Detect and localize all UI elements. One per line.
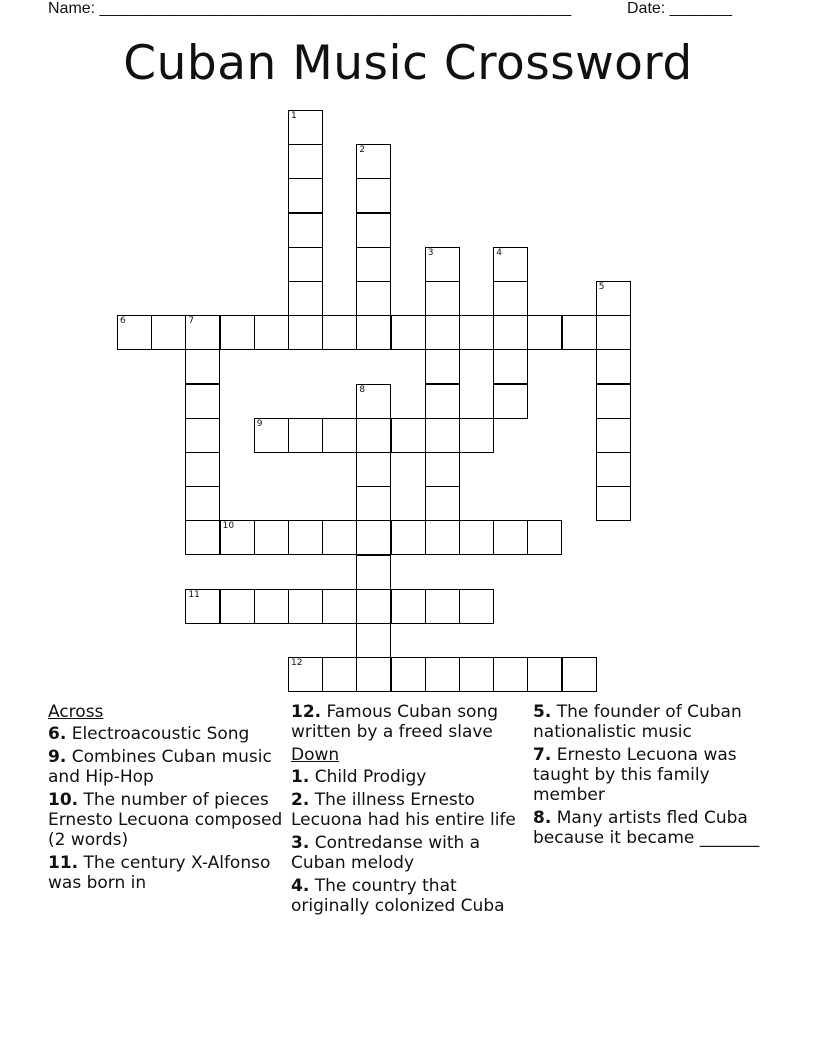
crossword-cell[interactable] [185, 315, 220, 350]
crossword-cell[interactable] [425, 520, 460, 555]
clue-down-4 [291, 876, 529, 916]
crossword-cell[interactable] [288, 520, 323, 555]
clue-number: 8. [533, 808, 552, 828]
clue-number-label: 3 [427, 247, 434, 258]
crossword-cell[interactable] [288, 657, 323, 692]
crossword-cell[interactable] [459, 315, 494, 350]
clue-number-label: 2 [359, 145, 366, 156]
crossword-cell[interactable] [288, 110, 323, 145]
crossword-cell[interactable] [254, 418, 289, 453]
crossword-cell[interactable] [356, 213, 391, 248]
clue-across-9 [48, 747, 286, 787]
crossword-cell[interactable] [425, 384, 460, 419]
clue-down-5 [533, 702, 771, 742]
crossword-cell[interactable] [596, 418, 631, 453]
clue-number-label: 8 [359, 384, 366, 395]
crossword-cell[interactable] [356, 144, 391, 179]
crossword-cell[interactable] [562, 315, 597, 350]
crossword-cell[interactable] [459, 520, 494, 555]
crossword-cell[interactable] [391, 589, 426, 624]
clue-across-10 [48, 790, 286, 850]
clue-number-label: 10 [222, 521, 235, 532]
clue-down-8 [533, 808, 771, 848]
crossword-cell[interactable] [322, 520, 357, 555]
crossword-cell[interactable] [425, 281, 460, 316]
clue-number: 12. [291, 702, 322, 722]
crossword-cell[interactable] [356, 657, 391, 692]
crossword-cell[interactable] [562, 657, 597, 692]
crossword-cell[interactable] [425, 349, 460, 384]
clue-text: Contredanse with a Cuban melody [291, 833, 481, 873]
clue-text: Ernesto Lecuona was taught by this family member [533, 745, 737, 805]
crossword-cell[interactable] [356, 315, 391, 350]
crossword-cell[interactable] [356, 281, 391, 316]
clue-text: Electroacoustic Song [71, 724, 250, 744]
clue-number: 2. [291, 790, 310, 810]
crossword-cell[interactable] [459, 418, 494, 453]
clue-number: 3. [291, 833, 310, 853]
crossword-cell[interactable] [322, 418, 357, 453]
crossword-cell[interactable] [596, 452, 631, 487]
crossword-cell[interactable] [254, 520, 289, 555]
crossword-cell[interactable] [459, 589, 494, 624]
clue-text: Many artists fled Cuba because it became _______ [533, 808, 760, 848]
crossword-cell[interactable] [493, 384, 528, 419]
clue-number-label: 5 [598, 282, 605, 292]
crossword-cell[interactable] [288, 281, 323, 316]
crossword-cell[interactable] [220, 589, 255, 624]
crossword-cell[interactable] [391, 418, 426, 453]
clue-number: 10. [48, 790, 79, 810]
crossword-cell[interactable] [288, 315, 323, 350]
crossword-cell[interactable] [288, 418, 323, 453]
clue-text: Combines Cuban music and Hip-Hop [48, 747, 272, 787]
across-heading: Across [48, 702, 104, 722]
crossword-cell[interactable] [322, 657, 357, 692]
clue-down-2 [291, 790, 529, 830]
page-title: Cuban Music Crossword [123, 36, 693, 91]
crossword-cell[interactable] [493, 657, 528, 692]
crossword-cell[interactable] [185, 349, 220, 384]
crossword-cell[interactable] [425, 589, 460, 624]
clue-number-label: 7 [188, 316, 195, 327]
clue-down-1 [291, 767, 529, 787]
clue-number-label: 1 [291, 111, 297, 121]
crossword-cell[interactable] [527, 315, 562, 350]
clue-number: 11. [48, 853, 79, 873]
clue-down-3 [291, 833, 529, 873]
crossword-cell[interactable] [151, 315, 186, 350]
clue-number: 1. [291, 767, 310, 787]
clue-text: The founder of Cuban nationalistic music [533, 702, 742, 742]
crossword-cell[interactable] [493, 281, 528, 316]
clue-down-7 [533, 745, 771, 805]
crossword-cell[interactable] [356, 623, 391, 658]
crossword-cell[interactable] [391, 520, 426, 555]
crossword-cell[interactable] [596, 281, 631, 316]
crossword-cell[interactable] [288, 178, 323, 213]
crossword-cell[interactable] [185, 384, 220, 419]
crossword-cell[interactable] [322, 315, 357, 350]
clue-text: The illness Ernesto Lecuona had his entire life [291, 790, 516, 830]
crossword-cell[interactable] [425, 452, 460, 487]
crossword-cell[interactable] [391, 315, 426, 350]
clue-number-label: 11 [188, 589, 200, 600]
crossword-cell[interactable] [220, 315, 255, 350]
crossword-cell[interactable] [288, 144, 323, 179]
crossword-cell[interactable] [356, 589, 391, 624]
crossword-cell[interactable] [254, 315, 289, 350]
crossword-cell[interactable] [596, 315, 631, 350]
crossword-cell[interactable] [356, 520, 391, 555]
clue-across-12 [291, 702, 529, 742]
clue-text: The century X-Alfonso was born in [48, 853, 271, 893]
name-field-line[interactable]: Name: _____________________________________________________ [48, 0, 572, 17]
crossword-cell[interactable] [425, 657, 460, 692]
clue-text: The number of pieces Ernesto Lecuona composed (2 words) [48, 790, 283, 850]
down-heading: Down [291, 745, 340, 765]
crossword-cell[interactable] [220, 520, 255, 555]
crossword-cell[interactable] [185, 418, 220, 453]
clue-number-label: 9 [256, 418, 263, 429]
crossword-cell[interactable] [425, 247, 460, 282]
crossword-cell[interactable] [322, 589, 357, 624]
crossword-cell[interactable] [391, 657, 426, 692]
crossword-cell[interactable] [425, 315, 460, 350]
crossword-cell[interactable] [185, 486, 220, 521]
crossword-cell[interactable] [459, 657, 494, 692]
crossword-cell[interactable] [185, 452, 220, 487]
crossword-cell[interactable] [288, 247, 323, 282]
crossword-cell[interactable] [493, 315, 528, 350]
crossword-cell[interactable] [356, 384, 391, 419]
clue-number: 7. [533, 745, 552, 765]
clue-across-11 [48, 853, 286, 893]
crossword-cell[interactable] [356, 452, 391, 487]
clue-number: 9. [48, 747, 67, 767]
clue-column-2 [291, 702, 529, 919]
clue-number: 4. [291, 876, 310, 896]
crossword-cell[interactable] [356, 555, 391, 590]
crossword-cell[interactable] [596, 384, 631, 419]
crossword-cell[interactable] [596, 486, 631, 521]
crossword-cell[interactable] [527, 657, 562, 692]
crossword-cell[interactable] [356, 178, 391, 213]
crossword-cell[interactable] [185, 589, 220, 624]
clue-text: Famous Cuban song written by a freed slave [291, 702, 499, 742]
clue-number-label: 12 [291, 658, 303, 669]
crossword-cell[interactable] [356, 418, 391, 453]
crossword-cell[interactable] [288, 589, 323, 624]
clue-number-label: 4 [496, 247, 502, 258]
clue-number: 5. [533, 702, 552, 722]
crossword-cell[interactable] [288, 213, 323, 248]
crossword-cell[interactable] [493, 520, 528, 555]
crossword-cell[interactable] [493, 247, 528, 282]
clue-text: Child Prodigy [314, 767, 427, 787]
clue-text: The country that originally colonized Cuba [291, 876, 505, 916]
crossword-cell[interactable] [185, 520, 220, 555]
crossword-cell[interactable] [117, 315, 152, 350]
crossword-cell[interactable] [596, 349, 631, 384]
clue-column-3 [533, 702, 771, 851]
clue-across-6 [48, 724, 286, 744]
clue-number-label: 6 [120, 316, 126, 327]
crossword-cell[interactable] [493, 349, 528, 384]
crossword-cell[interactable] [254, 589, 289, 624]
crossword-cell[interactable] [425, 486, 460, 521]
crossword-cell[interactable] [527, 520, 562, 555]
crossword-cell[interactable] [356, 486, 391, 521]
crossword-cell[interactable] [356, 247, 391, 282]
crossword-cell[interactable] [425, 418, 460, 453]
clue-number: 6. [48, 724, 67, 744]
date-field-line[interactable]: Date: _______ [627, 0, 732, 17]
clue-column-1 [48, 702, 286, 896]
